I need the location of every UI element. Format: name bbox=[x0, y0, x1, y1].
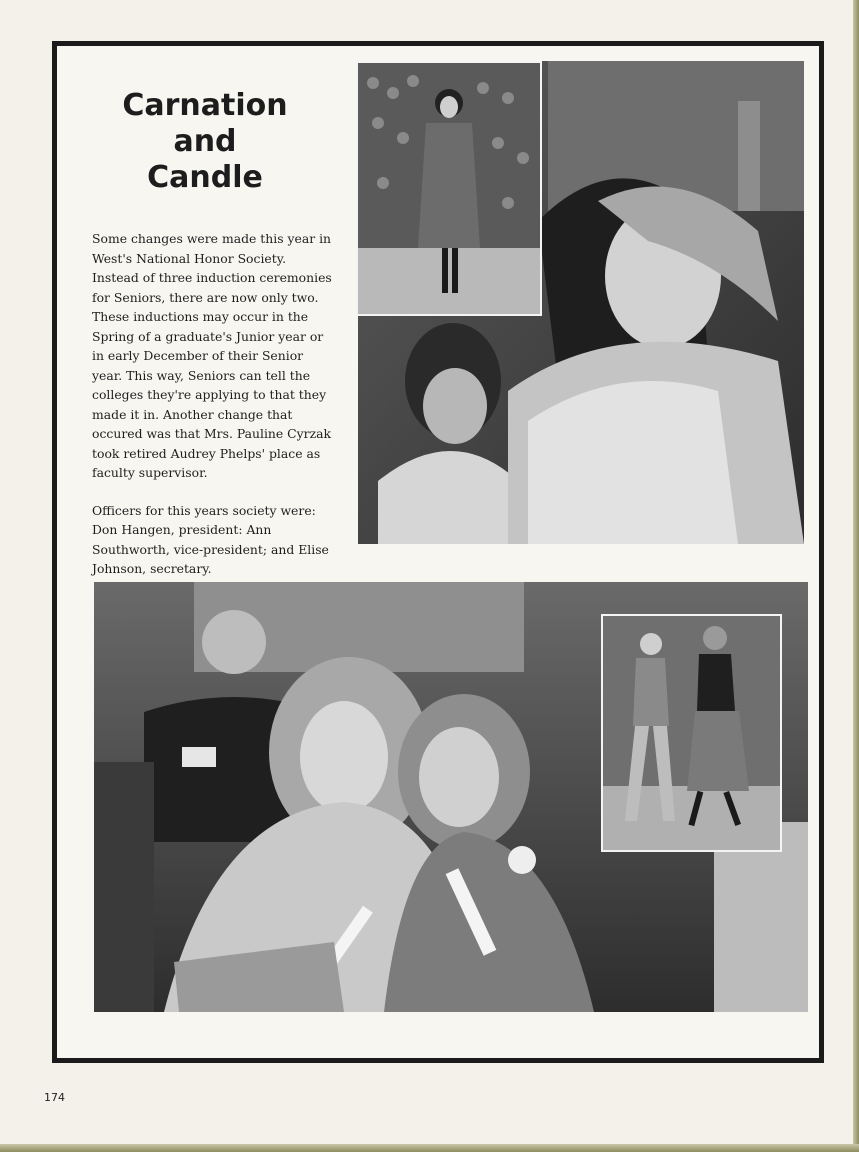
article-body bbox=[92, 229, 332, 597]
page-number: 174 bbox=[44, 1091, 65, 1104]
paragraph-changes: Some changes were made this year in West's National Honor Society. Instead of three induction ceremonies for Seniors, there are now only two. These inductions may occur in the Spring of a graduate's Junior year or in early December of their Senior year. This way, Seniors can tell the colleges they're applying to that they made it in. Another change that occured was that Mrs. Pauline Cyrzak took retired Audrey Phelps' place as faculty supervisor. bbox=[92, 231, 332, 480]
paragraph-officers: Officers for this years society were: Don Hangen, president: Ann Southworth, vice-president; and Elise Johnson, secretary. bbox=[92, 502, 329, 576]
article-title bbox=[92, 88, 318, 196]
title-line-2: and bbox=[173, 124, 237, 159]
title-line-1: Carnation bbox=[122, 88, 288, 123]
photo-students-walking bbox=[601, 614, 782, 852]
page-edge bbox=[853, 0, 859, 1152]
title-line-3: Candle bbox=[147, 160, 263, 195]
photo-student-on-stage bbox=[356, 61, 542, 316]
page-bottom-edge bbox=[0, 1144, 859, 1152]
